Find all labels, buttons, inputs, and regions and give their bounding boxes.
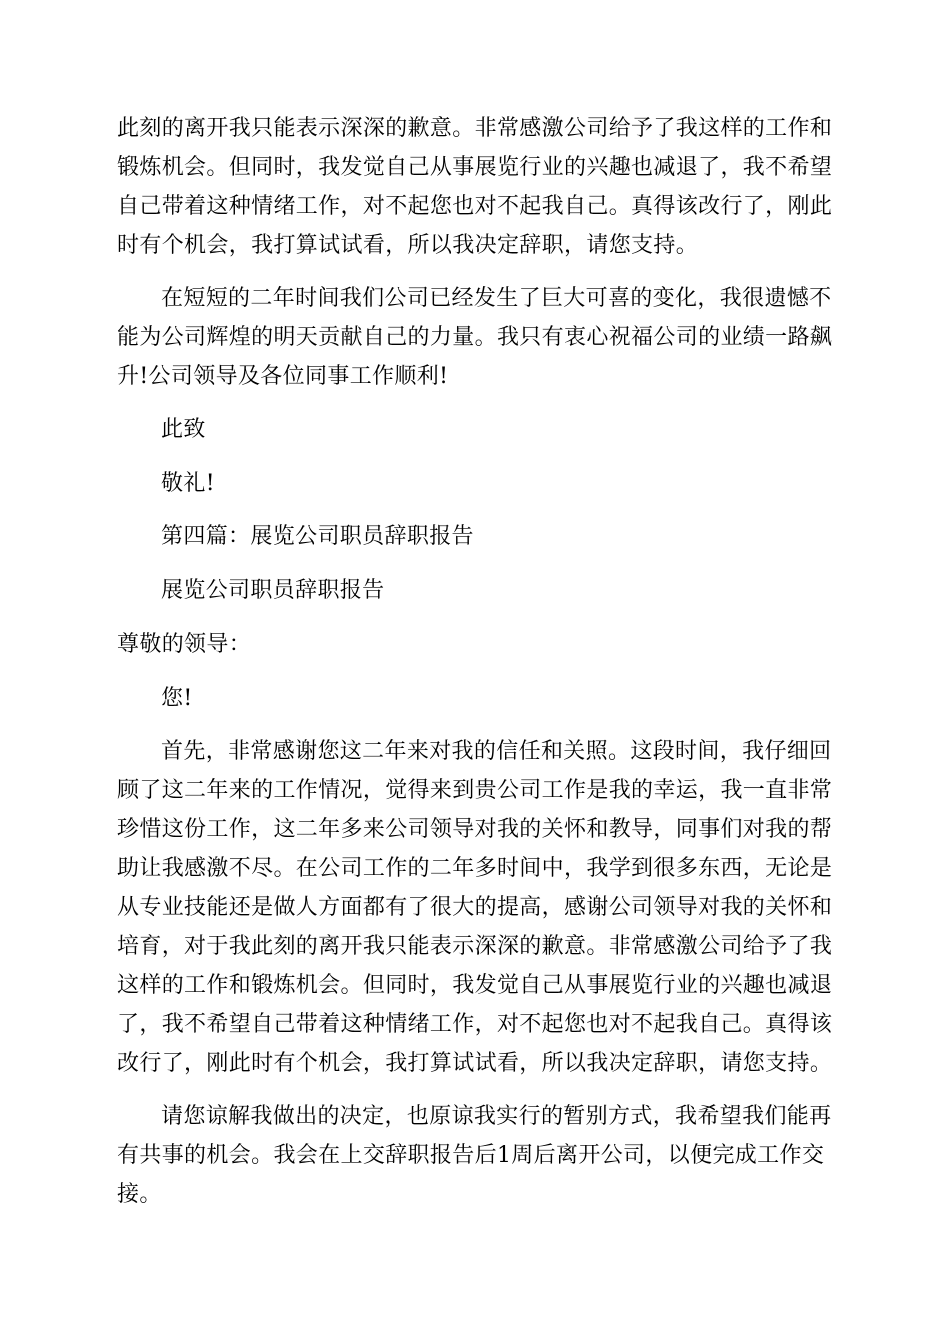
text-line: 锻炼机会。但同时，我发觉自己从事展览行业的兴趣也减退了，我不希望: [117, 155, 833, 180]
text-line: 升!公司领导及各位同事工作顺利!: [117, 364, 449, 389]
text-line: 接。: [117, 1182, 162, 1207]
text-line: 珍惜这份工作，这二年多来公司领导对我的关怀和教导，同事们对我的帮: [117, 817, 833, 842]
text-line: 这样的工作和锻炼机会。但同时，我发觉自己从事展览行业的兴趣也减退: [117, 973, 833, 998]
closing-line: 敬礼!: [161, 471, 215, 496]
text-line: 自己带着这种情绪工作，对不起您也对不起我自己。真得该改行了，刚此: [117, 194, 833, 219]
text-line: 请您谅解我做出的决定，也原谅我实行的暂别方式，我希望我们能再: [161, 1104, 832, 1129]
text-line: 首先，非常感谢您这二年来对我的信任和关照。这段时间，我仔细回: [161, 739, 832, 764]
text-line: 改行了，刚此时有个机会，我打算试试看，所以我决定辞职，请您支持。: [117, 1051, 833, 1076]
text-line: 能为公司辉煌的明天贡献自己的力量。我只有衷心祝福公司的业绩一路飙: [117, 325, 833, 350]
text-line: 在短短的二年时间我们公司已经发生了巨大可喜的变化，我很遗憾不: [161, 286, 832, 311]
document-title: 展览公司职员辞职报告: [161, 578, 385, 603]
text-line: 时有个机会，我打算试试看，所以我决定辞职，请您支持。: [117, 233, 699, 258]
text-line: 助让我感激不尽。在公司工作的二年多时间中，我学到很多东西，无论是: [117, 856, 833, 881]
text-line: 从专业技能还是做人方面都有了很大的提高，感谢公司领导对我的关怀和: [117, 895, 833, 920]
salutation: 尊敬的领导：: [117, 632, 252, 657]
text-line: 培育，对于我此刻的离开我只能表示深深的歉意。非常感激公司给予了我: [117, 934, 833, 959]
text-line: 顾了这二年来的工作情况，觉得来到贵公司工作是我的幸运，我一直非常: [117, 778, 833, 803]
text-line: 此刻的离开我只能表示深深的歉意。非常感激公司给予了我这样的工作和: [117, 116, 833, 141]
greeting: 您!: [161, 686, 193, 711]
text-line: 有共事的机会。我会在上交辞职报告后1周后离开公司，以便完成工作交: [117, 1143, 825, 1168]
closing-line: 此致: [161, 417, 206, 442]
text-line: 了，我不希望自己带着这种情绪工作，对不起您也对不起我自己。真得该: [117, 1012, 833, 1037]
section-heading: 第四篇：展览公司职员辞职报告: [161, 524, 474, 549]
